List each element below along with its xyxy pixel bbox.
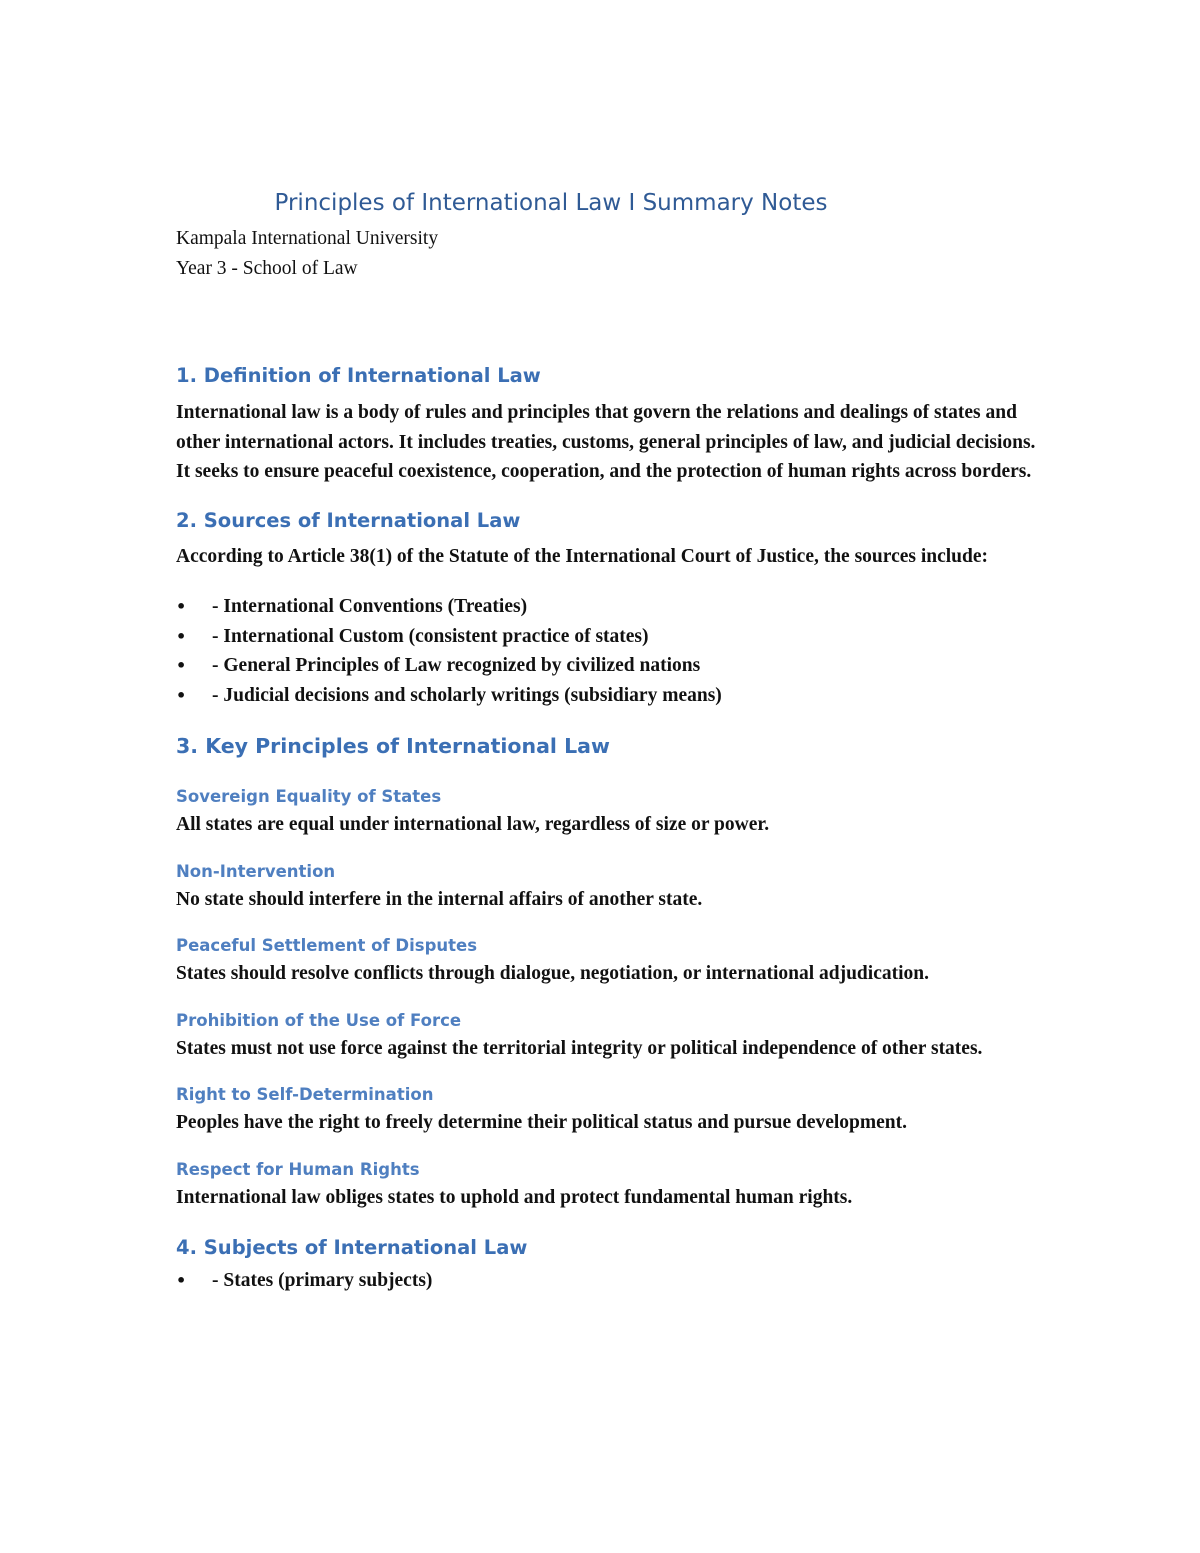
section-key-principles bbox=[176, 732, 1036, 1212]
section-subjects bbox=[176, 1234, 1036, 1296]
list-item: • - States (primary subjects) bbox=[176, 1266, 1036, 1296]
principle-heading: Right to Self-Determination bbox=[176, 1085, 434, 1104]
document-title: Principles of International Law I Summary Notes bbox=[274, 190, 828, 216]
sources-list bbox=[176, 592, 1036, 710]
section-sources bbox=[176, 507, 1036, 711]
principle-heading: Prohibition of the Use of Force bbox=[176, 1010, 462, 1030]
section-heading: 1. Definition of International Law bbox=[176, 364, 541, 387]
list-item: • - International Custom (consistent practice of states) bbox=[176, 622, 1036, 652]
principle-heading: Sovereign Equality of States bbox=[176, 787, 442, 806]
bullet-icon: • bbox=[176, 656, 187, 675]
principle-block bbox=[176, 1157, 1036, 1213]
section-heading: 4. Subjects of International Law bbox=[176, 1236, 528, 1259]
document-content bbox=[176, 190, 1036, 1296]
bullet-icon: • bbox=[176, 626, 187, 646]
section-paragraph: According to Article 38(1) of the Statute of the International Court of Justice, the sources include: bbox=[176, 545, 989, 567]
principle-text: International law obliges states to uphold and protect fundamental human rights. bbox=[176, 1186, 853, 1208]
section-heading: 3. Key Principles of International Law bbox=[176, 734, 610, 758]
principle-heading: Non-Intervention bbox=[176, 861, 336, 881]
principle-block bbox=[176, 933, 1036, 989]
principle-block bbox=[176, 859, 1036, 915]
institution-line: Kampala International University bbox=[176, 228, 439, 249]
principle-text: No state should interfere in the internal affairs of another state. bbox=[176, 888, 703, 910]
principle-heading: Peaceful Settlement of Disputes bbox=[176, 936, 478, 955]
course-line: Year 3 - School of Law bbox=[176, 257, 358, 279]
list-item: • - General Principles of Law recognized by civilized nations bbox=[176, 651, 1036, 681]
principle-text: States should resolve conflicts through dialogue, negotiation, or international adjudication. bbox=[176, 963, 929, 984]
principle-text: States must not use force against the territorial integrity or political independence of other states. bbox=[176, 1037, 983, 1059]
bullet-icon: • bbox=[176, 597, 187, 616]
bullet-icon: • bbox=[176, 685, 187, 705]
section-heading: 2. Sources of International Law bbox=[176, 508, 521, 532]
principle-block bbox=[176, 1008, 1036, 1064]
list-item: • - International Conventions (Treaties) bbox=[176, 592, 1036, 622]
principle-heading: Respect for Human Rights bbox=[176, 1159, 420, 1179]
principle-text: Peoples have the right to freely determine their political status and pursue development. bbox=[176, 1112, 908, 1133]
bullet-icon: • bbox=[176, 1271, 187, 1290]
section-definition bbox=[176, 362, 1036, 487]
subjects-list bbox=[176, 1266, 1036, 1296]
principle-block bbox=[176, 784, 1036, 840]
principle-block bbox=[176, 1082, 1036, 1138]
principle-text: All states are equal under international law, regardless of size or power. bbox=[176, 814, 770, 835]
section-paragraph: International law is a body of rules and principles that govern the relations and dealings of states and other international actors. It includes treaties, customs, general principles of law, and judicial decisions. It seeks to ensure peaceful coexistence, cooperation, and the protection of human rights across borders. bbox=[176, 402, 1036, 482]
list-item: • - Judicial decisions and scholarly writings (subsidiary means) bbox=[176, 681, 1036, 711]
